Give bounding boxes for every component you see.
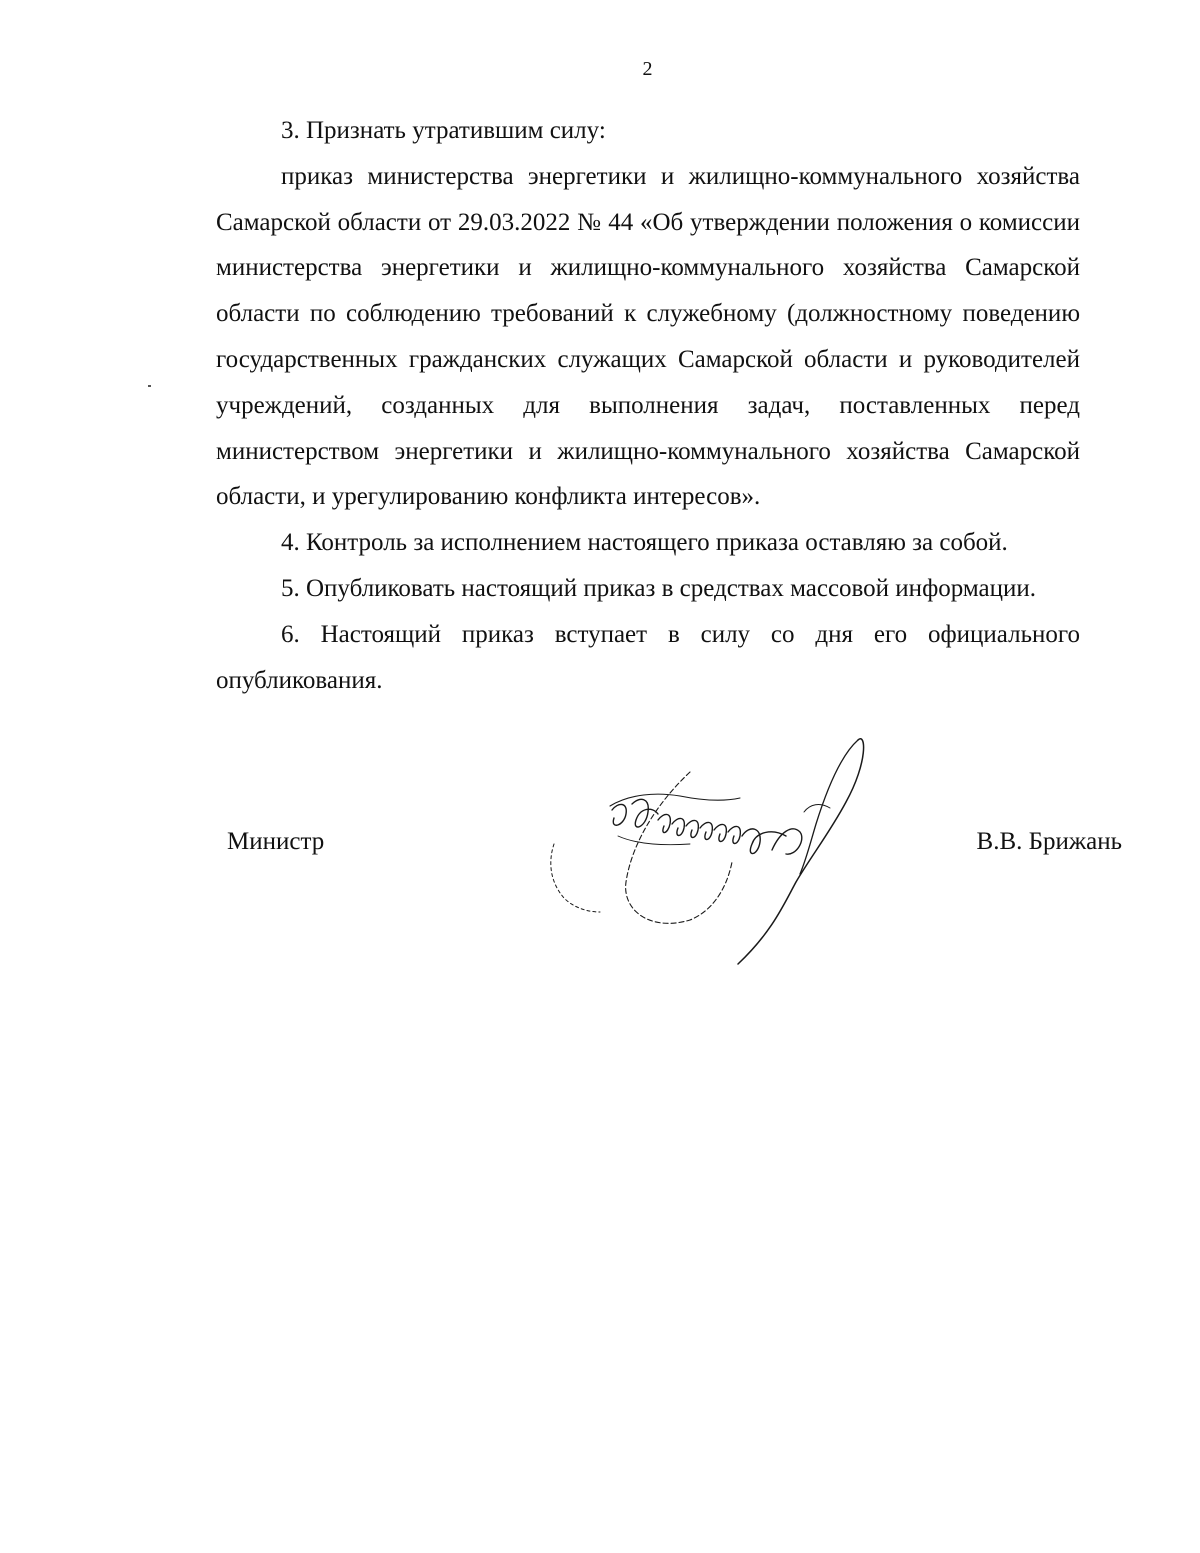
signatory-name: В.В. Брижань (976, 828, 1122, 855)
handwritten-signature (540, 732, 880, 972)
page-number: 2 (642, 58, 653, 80)
scan-speck (148, 385, 151, 387)
signatory-title: Министр (227, 828, 325, 855)
document-body (216, 108, 1080, 703)
paragraph-item-5: 5. Опубликовать настоящий приказ в средствах массовой информации. (281, 574, 1037, 602)
paragraph-item-6: 6. Настоящий приказ вступает в силу со дня его официального опубликования. (216, 620, 1080, 694)
paragraph-item-4: 4. Контроль за исполнением настоящего приказа оставляю за собой. (281, 529, 1008, 557)
paragraph-repealed-order: приказ министерства энергетики и жилищно-коммунального хозяйства Самарской области от 29.03.2022 № 44 «Об утверждении положения о комиссии министерства энергетики и жилищно-коммунального хозяйства Самарской области по соблюдению требований к служебному (должностному поведению государственных гражданских служащих Самарской области и руководителей учреждений, созданных для выполнения задач, поставленных перед министерством энергетики и жилищно-коммунального хозяйства Самарской области, и урегулированию конфликта интересов». (216, 162, 1080, 511)
paragraph-item-3: 3. Признать утратившим силу: (281, 117, 606, 144)
